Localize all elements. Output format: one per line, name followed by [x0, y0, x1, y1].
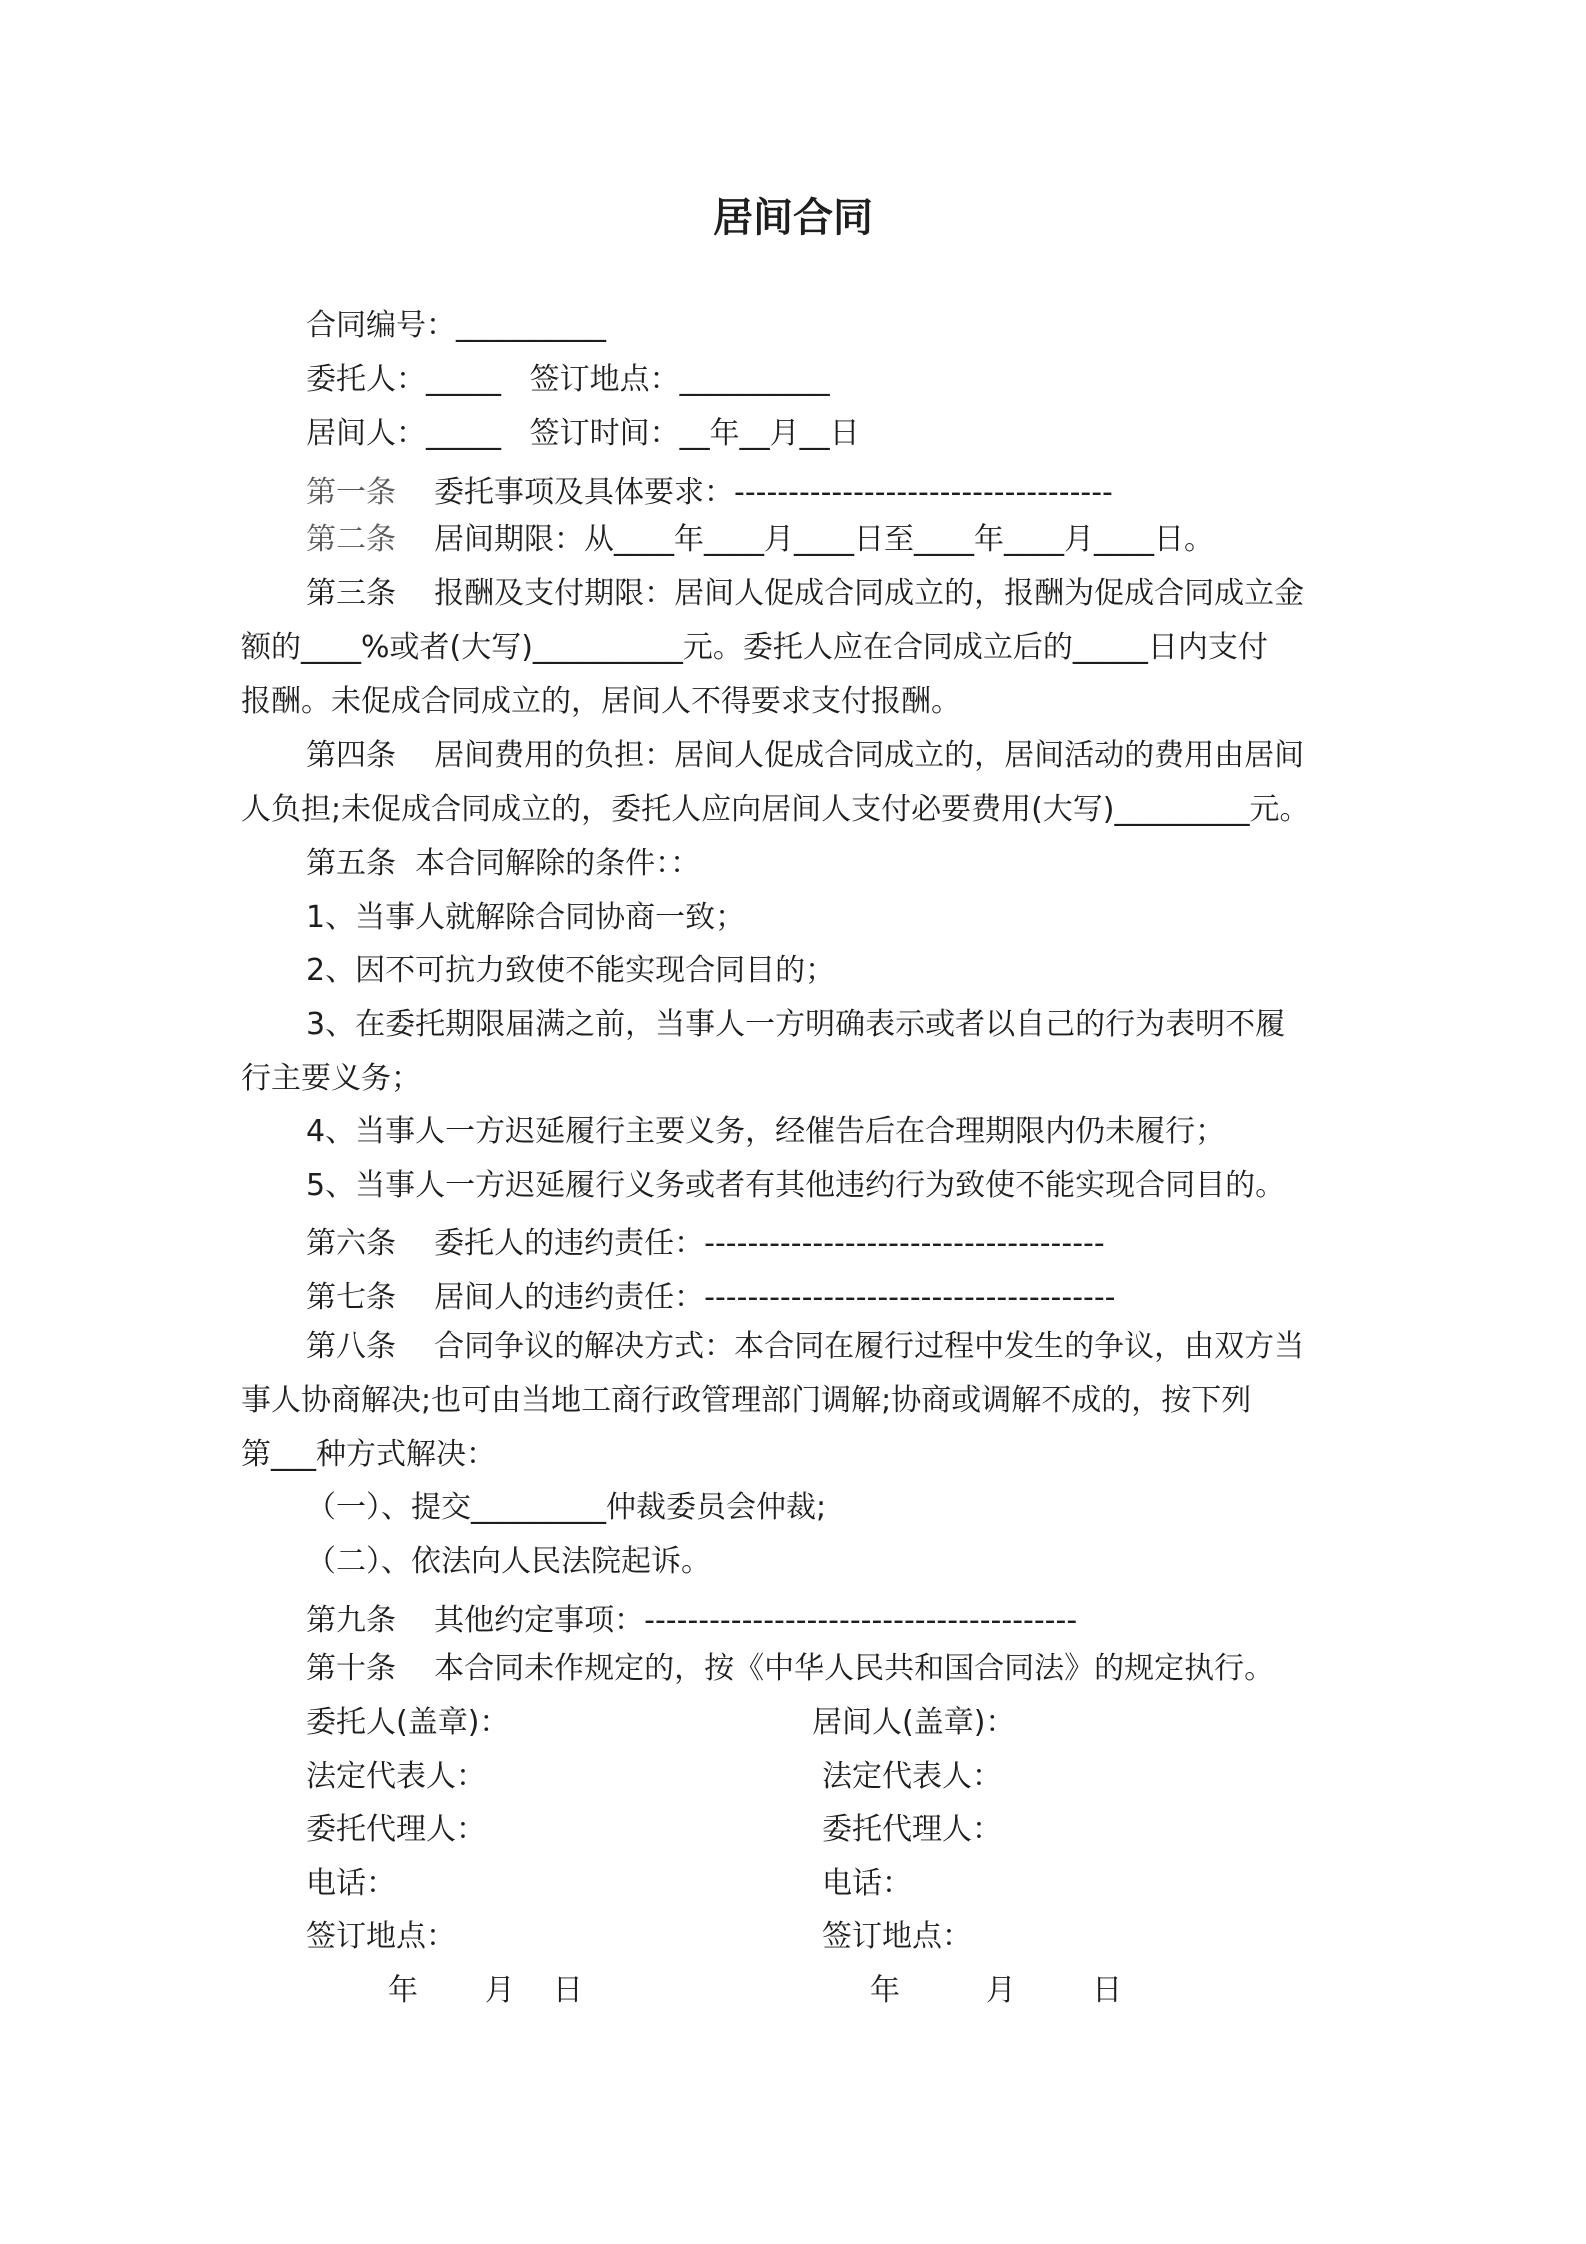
article-5-item-2: 2、因不可抗力致使不能实现合同目的；: [306, 953, 836, 988]
article-5-item-5: 5、当事人一方迟延履行义务或者有其他违约行为致使不能实现合同目的。: [306, 1168, 1286, 1203]
contract-number-line: 合同编号：__________: [306, 308, 606, 343]
signature-right-date: 年 月 日: [870, 1973, 1123, 2008]
article-3-line-3: 报酬。未促成合同成立的，居间人不得要求支付报酬。: [241, 684, 961, 719]
article-2-label: 第二条: [306, 522, 396, 557]
article-8-option-2: （二）、依法向人民法院起诉。: [306, 1544, 711, 1579]
article-8-line-3: 第___种方式解决：: [241, 1437, 496, 1472]
signature-right-place: 签订地点：: [822, 1919, 972, 1954]
article-5-title: 第五条 本合同解除的条件：：: [306, 846, 701, 881]
broker-line: 居间人：_____ 签订时间：__年__月__日: [306, 416, 860, 451]
client-line: 委托人：_____ 签订地点：__________: [306, 362, 830, 397]
article-1-label: 第一条: [306, 475, 396, 510]
article-5-item-3-line-1: 3、在委托期限届满之前，当事人一方明确表示或者以自己的行为表明不履: [306, 1007, 1286, 1042]
document-title: 居间合同: [713, 195, 873, 241]
article-4-line-1: 第四条 居间费用的负担：居间人促成合同成立的，居间活动的费用由居间: [306, 738, 1305, 773]
article-8-option-1: （一）、提交_________仲裁委员会仲裁;: [306, 1490, 827, 1525]
signature-left-agent: 委托代理人：: [306, 1812, 486, 1847]
signature-left-date: 年 月 日: [388, 1973, 583, 2008]
article-10: 第十条 本合同未作规定的，按《中华人民共和国合同法》的规定执行。: [306, 1651, 1275, 1686]
signature-right-phone: 电话：: [822, 1866, 912, 1901]
article-3-line-1: 第三条 报酬及支付期限：居间人促成合同成立的，报酬为促成合同成立金: [306, 576, 1305, 611]
article-5-item-4: 4、当事人一方迟延履行主要义务，经催告后在合理期限内仍未履行；: [306, 1114, 1226, 1149]
article-2-text: 居间期限：从____年____月____日至____年____月____日。: [434, 522, 1214, 557]
article-3-line-2: 额的____%或者(大写)__________元。委托人应在合同成立后的_____日内支付: [241, 630, 1268, 665]
signature-right-seal: 居间人(盖章)：: [812, 1705, 1016, 1740]
article-5-item-1: 1、当事人就解除合同协商一致；: [306, 900, 746, 935]
signature-right-agent: 委托代理人：: [822, 1812, 1002, 1847]
article-8-line-2: 事人协商解决;也可由当地工商行政管理部门调解;协商或调解不成的，按下列: [241, 1383, 1252, 1418]
article-1-text: 委托事项及具体要求：-----------------------------------: [434, 475, 1113, 510]
article-8-line-1: 第八条 合同争议的解决方式：本合同在履行过程中发生的争议，由双方当: [306, 1329, 1305, 1364]
signature-right-legal-rep: 法定代表人：: [822, 1759, 1002, 1794]
article-9: 第九条 其他约定事项：----------------------------------------: [306, 1603, 1078, 1638]
signature-left-seal: 委托人(盖章)：: [306, 1705, 510, 1740]
article-7: 第七条 居间人的违约责任：--------------------------------------: [306, 1280, 1116, 1315]
article-6: 第六条 委托人的违约责任：-------------------------------------: [306, 1226, 1105, 1261]
article-5-item-3-line-2: 行主要义务；: [241, 1061, 421, 1096]
signature-left-legal-rep: 法定代表人：: [306, 1759, 486, 1794]
article-4-line-2: 人负担;未促成合同成立的，委托人应向居间人支付必要费用(大写)_________元。: [241, 792, 1310, 827]
signature-left-phone: 电话：: [306, 1866, 396, 1901]
signature-left-place: 签订地点：: [306, 1919, 456, 1954]
